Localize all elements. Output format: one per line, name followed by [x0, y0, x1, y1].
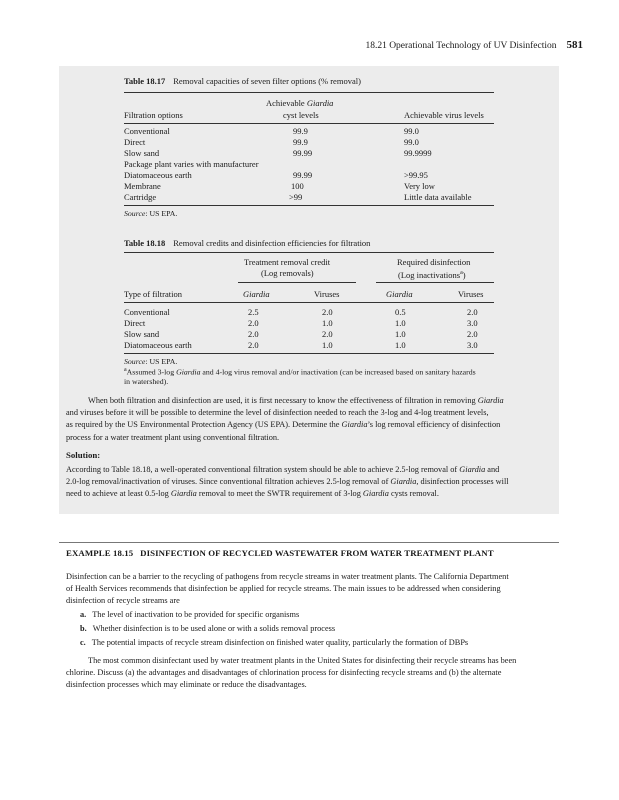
- col-header-giardia: Giardia: [306, 98, 334, 108]
- paragraph-line: process for a water treatment plant using conventional filtration.: [66, 432, 280, 442]
- source-text: : US EPA.: [145, 209, 178, 218]
- table-cell: Membrane: [124, 181, 161, 191]
- list-item: [80, 610, 299, 619]
- example-top-rule: [59, 542, 559, 543]
- paragraph-line: of Health Services recommends that disinfection be applied for recycle streams. The main issues to be addressed when considering: [66, 584, 501, 594]
- list-text: The level of inactivation to be provided for specific organisms: [92, 610, 300, 619]
- footnote-mark: a: [124, 367, 127, 373]
- group-header-treatment-unit: (Log removals): [261, 268, 314, 278]
- text-giardia: Giardia: [390, 477, 417, 487]
- table-cell: 2.0: [248, 318, 259, 328]
- table-cell: 99.0: [404, 126, 419, 136]
- col-header-virus: Achievable virus levels: [404, 110, 484, 120]
- table-source: [124, 209, 177, 218]
- table-cell: 2.0: [322, 329, 333, 339]
- table-label: Table 18.17: [124, 76, 166, 86]
- paragraph-line: [66, 476, 509, 488]
- table-cell: Conventional: [124, 126, 170, 136]
- list-marker: b.: [80, 624, 87, 633]
- table-cell: 2.0: [322, 307, 333, 317]
- list-text: Whether disinfection is to be used alone or with a solids removal process: [92, 624, 336, 633]
- table-title: Removal credits and disinfection efficiencies for filtration: [173, 238, 371, 248]
- table-top-rule: [124, 252, 494, 253]
- text-giardia: Giardia: [362, 489, 389, 499]
- table-cell: Very low: [404, 181, 435, 191]
- table-cell: 99.99: [293, 148, 313, 158]
- source-text: : US EPA.: [145, 357, 178, 366]
- table-header-rule: [124, 302, 494, 303]
- table-cell: >99.95: [404, 170, 428, 180]
- table-bottom-rule: [124, 353, 494, 354]
- col-header-cyst-line2: cyst levels: [283, 110, 319, 120]
- table-cell: Slow sand: [124, 329, 160, 339]
- page-number: 581: [566, 39, 583, 51]
- table-label: Table 18.18: [124, 238, 166, 248]
- text-giardia: Giardia: [477, 396, 504, 405]
- group-underline-required: [376, 282, 494, 283]
- text-run: removal to meet the SWTR requirement of 3-log: [196, 489, 363, 499]
- text-run: and: [485, 465, 500, 474]
- group-header-close: ): [462, 269, 466, 280]
- table-footnote: [124, 367, 476, 377]
- table-18-18-caption: [124, 238, 370, 248]
- paragraph-line: The most common disinfectant used by water treatment plants in the United States for disinfecting their recycle streams has been: [88, 656, 517, 665]
- text-run: According to Table 18.18, a well-operated conventional filtration system should be able to achieve 2.5-log removal of: [66, 465, 460, 474]
- text-run: need to achieve at least 0.5-log: [66, 489, 171, 499]
- table-cell: 2.0: [467, 307, 478, 317]
- paragraph-line: [66, 488, 509, 500]
- list-marker: a.: [80, 610, 87, 619]
- table-cell: 2.0: [248, 340, 259, 350]
- footnote-text: and 4-log virus removal and/or inactivation (can be increased based on sanitary hazards: [200, 367, 476, 377]
- solution-heading: Solution:: [66, 450, 101, 460]
- table-cell: 3.0: [467, 340, 478, 350]
- text-run: 2.0-log removal/inactivation of viruses. Since conventional filtration achieves 2.5-log removal of: [66, 477, 391, 487]
- table-title: Removal capacities of seven filter options (% removal): [173, 76, 361, 86]
- list-marker: c.: [80, 638, 86, 647]
- footnote-superscript: a: [460, 270, 463, 276]
- table-top-rule: [124, 92, 494, 93]
- example-heading: EXAMPLE 18.15 DISINFECTION OF RECYCLED WASTEWATER FROM WATER TREATMENT PLANT: [66, 548, 494, 558]
- example-intro: [66, 571, 509, 608]
- paragraph-line: [66, 419, 504, 431]
- table-bottom-rule: [124, 205, 494, 206]
- footnote-giardia: Giardia: [176, 367, 201, 377]
- text-run: ’s log removal efficiency of disinfection: [367, 420, 501, 430]
- table-header-rule: [124, 123, 494, 124]
- problem-paragraph: [66, 395, 504, 444]
- table-cell: 100: [291, 181, 304, 191]
- table-cell: 2.0: [467, 329, 478, 339]
- running-title: 18.21 Operational Technology of UV Disinfection: [365, 41, 557, 51]
- list-item: [80, 624, 335, 633]
- table-cell: 3.0: [467, 318, 478, 328]
- col-header-giardia: Giardia: [243, 289, 270, 299]
- table-cell: Diatomaceous earth: [124, 170, 192, 180]
- table-cell: 0.5: [395, 307, 406, 317]
- col-header-cyst: [266, 98, 333, 109]
- table-cell: 2.0: [248, 329, 259, 339]
- table-cell: Direct: [124, 137, 146, 147]
- group-header-required-unit: [398, 268, 466, 281]
- group-underline-treatment: [238, 282, 356, 283]
- table-cell: 1.0: [395, 318, 406, 328]
- text-giardia: Giardia: [341, 420, 368, 430]
- table-18-17-caption: [124, 76, 361, 86]
- table-cell: Slow sand: [124, 148, 160, 158]
- table-cell: 99.0: [404, 137, 419, 147]
- solution-paragraph: [66, 464, 509, 501]
- list-item: [80, 638, 468, 647]
- table-cell: 99.9999: [404, 148, 432, 158]
- table-footnote-cont: in watershed).: [124, 377, 169, 386]
- col-header-text: Achievable: [266, 98, 307, 108]
- table-cell: >99: [289, 192, 303, 202]
- list-text: The potential impacts of recycle stream disinfection on finished water quality, particularly the formation of DBPs: [91, 638, 469, 647]
- example-outro: [66, 655, 516, 692]
- paragraph-line: and viruses before it will be possible to determine the level of disinfection needed to reach the 3-log and 4-log treatment levels,: [66, 408, 489, 418]
- text-run: , disinfection processes will: [416, 477, 509, 487]
- col-header-giardia: Giardia: [386, 289, 413, 299]
- table-cell: Little data available: [404, 192, 472, 202]
- paragraph-line: [66, 395, 504, 407]
- text-giardia: Giardia: [459, 465, 486, 474]
- group-header-treatment: Treatment removal credit: [244, 257, 331, 267]
- table-cell: Direct: [124, 318, 146, 328]
- paragraph-line: Disinfection can be a barrier to the recycling of pathogens from recycle streams in water treatment plants. The California Department: [66, 572, 509, 581]
- col-header-viruses: Viruses: [314, 289, 340, 299]
- col-header-options: Filtration options: [124, 110, 183, 120]
- paragraph-line: disinfection of recycle streams are: [66, 596, 180, 606]
- table-cell: 1.0: [395, 340, 406, 350]
- footnote-text: Assumed 3-log: [126, 367, 177, 377]
- group-header-required: Required disinfection: [397, 257, 471, 267]
- text-run: cysts removal.: [388, 489, 439, 499]
- group-header-text: (Log inactivations: [398, 269, 461, 280]
- table-cell: 1.0: [322, 318, 333, 328]
- table-cell: 1.0: [322, 340, 333, 350]
- table-cell: Cartridge: [124, 192, 157, 202]
- col-header-type: Type of filtration: [124, 289, 182, 299]
- table-cell: 1.0: [395, 329, 406, 339]
- paragraph-line: disinfection processes which may eliminate or reduce the disadvantages.: [66, 680, 307, 690]
- table-cell: 99.99: [293, 170, 313, 180]
- running-header: [365, 39, 583, 51]
- source-label: Source: [124, 209, 146, 218]
- table-cell: 99.9: [293, 126, 308, 136]
- text-run: as required by the US Environmental Protection Agency (US EPA). Determine the: [66, 420, 342, 430]
- table-cell: Diatomaceous earth: [124, 340, 192, 350]
- col-header-viruses: Viruses: [458, 289, 484, 299]
- table-cell: Conventional: [124, 307, 170, 317]
- table-cell: 2.5: [248, 307, 259, 317]
- table-cell: Package plant varies with manufacturer: [124, 159, 259, 169]
- table-source: [124, 357, 177, 366]
- text-run: When both filtration and disinfection are used, it is first necessary to know the effectiveness of filtration in removing: [88, 396, 478, 405]
- text-giardia: Giardia: [170, 489, 197, 499]
- paragraph-line: [66, 464, 509, 476]
- source-label: Source: [124, 357, 146, 366]
- table-cell: 99.9: [293, 137, 308, 147]
- paragraph-line: chlorine. Discuss (a) the advantages and disadvantages of chlorination process for disinfecting recycle streams and (b) the alternate: [66, 668, 502, 678]
